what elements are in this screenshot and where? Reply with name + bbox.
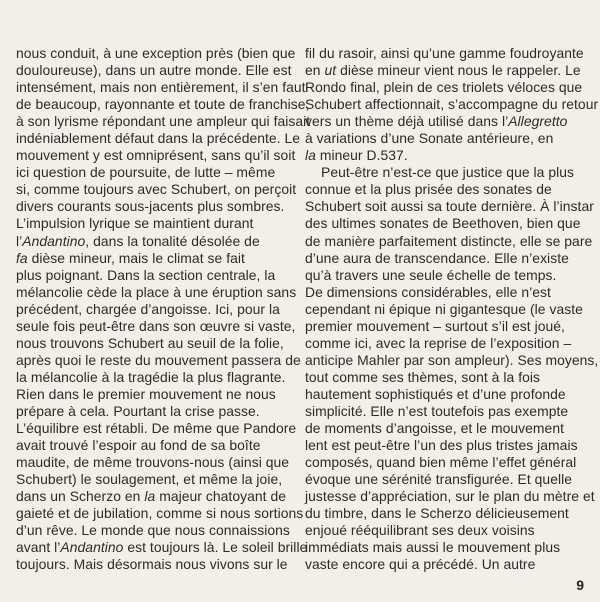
text-line: L’équilibre est rétabli. De même que Pandore <box>16 420 297 437</box>
text-line: composés, quand bien même l’effet général <box>305 454 577 471</box>
text-line: à variations d’une Sonate antérieure, en <box>305 130 554 147</box>
text-line: cependant ni épique ni gigantesque (le vaste <box>305 300 583 317</box>
left-text-column <box>16 45 311 573</box>
text-line: nous trouvons Schubert au seuil de la folie, <box>16 334 284 351</box>
text-line: à son lyrisme répondant une ampleur qui faisait <box>16 113 311 130</box>
text-line: Rien dans le premier mouvement ne nous <box>16 385 276 402</box>
text-line: tout comme ses thèmes, sont à la fois <box>305 368 541 385</box>
text-line: plus poignant. Dans la section centrale, la <box>16 266 276 283</box>
text-line: anticipe Mahler par son ampleur). Ses moyens, <box>305 351 599 368</box>
text-line: L’impulsion lyrique se maintient durant <box>16 215 254 232</box>
text-line: du timbre, dans le Scherzo délicieusement <box>305 505 569 522</box>
text-line: enjoué rééquilibrant ses deux voisins <box>305 522 535 539</box>
text-line: comme ici, avec la reprise de l’exposition – <box>305 334 572 351</box>
text-line: après quoi le reste du mouvement passera de <box>16 351 301 368</box>
text-line: l’Andantino, dans la tonalité désolée de <box>16 232 260 249</box>
text-line: toujours. Mais désormais nous vivons sur le <box>16 556 288 573</box>
italic-term: ut <box>324 62 337 79</box>
text-line: d’une aura de transcendance. Elle n’existe <box>305 249 569 266</box>
page-number: 9 <box>576 577 584 593</box>
text-line: simplicité. Elle n’est toutefois pas exempte <box>305 402 569 419</box>
text-line: divers courants sous-jacents plus sombres. <box>16 198 285 215</box>
text-line: Schubert soit aussi sa toute dernière. À l’instar <box>305 198 594 215</box>
italic-term: Andantino <box>60 539 124 556</box>
italic-term: fa <box>16 249 28 266</box>
text-line: précédent, chargée d’angoisse. Ici, pour la <box>16 300 280 317</box>
right-text-column <box>305 45 599 573</box>
text-line: justesse d’appréciation, sur le plan du mètre et <box>305 488 595 505</box>
italic-term: Allegretto <box>508 113 568 130</box>
text-line: prépare à cela. Pourtant la crise passe. <box>16 402 260 419</box>
italic-term: la <box>144 488 156 505</box>
text-line: douloureuse), dans un autre monde. Elle est <box>16 62 292 79</box>
italic-term: la <box>305 147 316 164</box>
text-line: dans un Scherzo en la majeur chatoyant de <box>16 488 287 505</box>
text-line: mélancolie cède la place à une éruption sans <box>16 283 297 300</box>
text-line: vers un thème déjà utilisé dans l’Allegretto <box>305 113 568 130</box>
text-line: Peut-être n’est-ce que justice que la plus <box>321 164 575 181</box>
text-line: si, comme toujours avec Schubert, on perçoit <box>16 181 297 198</box>
text-line: premier mouvement – surtout s’il est joué, <box>305 317 565 334</box>
text-line: évoque une sérénité transfigurée. Et quelle <box>305 471 573 488</box>
text-line: Schubert) le soulagement, et même la joie, <box>16 471 283 488</box>
italic-term: Andantino <box>22 232 86 249</box>
text-line: immédiats mais aussi le mouvement plus <box>305 539 561 556</box>
text-line: indéniablement défaut dans la précédente. Le <box>16 130 301 147</box>
text-line: fa dièse mineur, mais le climat se fait <box>16 249 245 266</box>
text-line: avant l’Andantino est toujours là. Le soleil brille <box>16 539 308 556</box>
text-line: Schubert affectionnait, s’accompagne du retour <box>305 96 599 113</box>
text-line: maudite, de même trouvons-nous (ainsi que <box>16 454 290 471</box>
text-line: d’un rêve. Le monde que nous connaissions <box>16 522 290 539</box>
text-line: intensément, mais non entièrement, il s’en faut <box>16 79 306 96</box>
text-line: lent est peut-être l’un des plus tristes jamais <box>305 437 578 454</box>
text-line: De dimensions considérables, elle n’est <box>305 283 551 300</box>
text-line: en ut dièse mineur vient nous le rappeler. Le <box>305 62 581 79</box>
text-line: la mineur D.537. <box>305 147 408 164</box>
text-line: Rondo final, plein de ces triolets véloces que <box>305 79 583 96</box>
text-line: mouvement y est omniprésent, sans qu’il soit <box>16 147 296 164</box>
text-line: la mélancolie à la tragédie la plus flagrante. <box>16 368 286 385</box>
text-line: de manière parfaitement distincte, elle se pare <box>305 232 593 249</box>
text-line: fil du rasoir, ainsi qu’une gamme foudroyante <box>305 45 584 61</box>
text-line: vaste encore qui a précédé. Un autre <box>305 556 536 573</box>
text-line: seule fois peut-être dans son œuvre si vaste, <box>16 317 296 334</box>
text-line: hautement sophistiqués et d’une profonde <box>305 385 566 402</box>
text-line: connue et la plus prisée des sonates de <box>305 181 552 198</box>
text-line: de moments d’angoisse, et le mouvement <box>305 420 565 437</box>
text-line: qu’à travers une seule échelle de temps. <box>305 266 557 283</box>
text-line: de beaucoup, rayonnante et toute de franchise, <box>16 96 310 113</box>
text-line: des ultimes sonates de Beethoven, bien que <box>305 215 581 232</box>
text-line: avait trouvé l’espoir au fond de sa boîte <box>16 437 261 454</box>
text-line: gaieté et de jubilation, comme si nous sortions <box>16 505 304 522</box>
text-line: nous conduit, à une exception près (bien que <box>16 45 296 61</box>
text-line: ici question de poursuite, de lutte – même <box>16 164 276 181</box>
